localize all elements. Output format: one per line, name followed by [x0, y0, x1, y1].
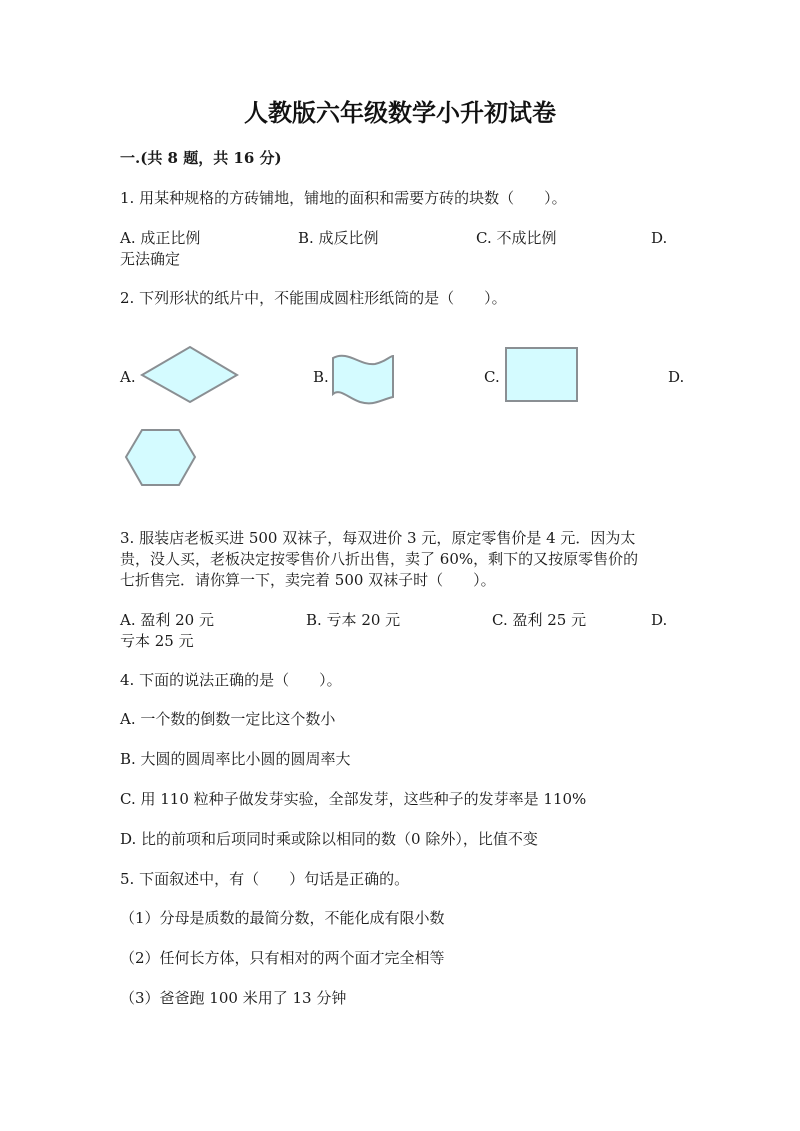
question-1-stem: 1. 用某种规格的方砖铺地，铺地的面积和需要方砖的块数（ ）。 — [120, 189, 567, 207]
question-4-stem: 4. 下面的说法正确的是（ ）。 — [120, 671, 342, 689]
question-3-option-b: B. 亏本 20 元 — [306, 611, 401, 629]
question-4-option-b: B. 大圆的圆周率比小圆的圆周率大 — [120, 750, 351, 768]
question-3-option-d-text: 亏本 25 元 — [120, 632, 194, 650]
question-4-option-d: D. 比的前项和后项同时乘或除以相同的数（0 除外），比值不变 — [120, 830, 538, 848]
question-1-option-b: B. 成反比例 — [298, 229, 379, 247]
question-5-statement-3: （3）爸爸跑 100 米用了 13 分钟 — [120, 989, 347, 1007]
section-heading: 一.(共 8 题，共 16 分) — [120, 149, 282, 167]
question-3-line-1: 3. 服装店老板买进 500 双袜子，每双进价 3 元，原定零售价是 4 元．因为太 — [120, 529, 636, 547]
question-3-option-d-label: D. — [651, 611, 668, 629]
question-5-statement-2: （2）任何长方体，只有相对的两个面才完全相等 — [120, 949, 445, 967]
question-5-stem: 5. 下面叙述中，有（ ）句话是正确的。 — [120, 870, 410, 888]
question-3-option-a: A. 盈利 20 元 — [120, 611, 214, 629]
question-3-option-c: C. 盈利 25 元 — [492, 611, 587, 629]
question-4-option-a: A. 一个数的倒数一定比这个数小 — [120, 710, 336, 728]
question-1-option-c: C. 不成比例 — [476, 229, 557, 247]
question-2-option-c-label: C. — [484, 368, 500, 386]
question-2-option-b-label: B. — [313, 368, 329, 386]
question-4-option-c: C. 用 110 粒种子做发芽实验，全部发芽，这些种子的发芽率是 110% — [120, 790, 587, 808]
wavy-rectangle-shape — [330, 352, 396, 406]
question-3-line-2: 贵，没人买，老板决定按零售价八折出售，卖了 60%，剩下的又按原零售价的 — [120, 550, 639, 568]
rhombus-shape — [140, 345, 240, 405]
question-2-option-d-label: D. — [668, 368, 685, 386]
page-title: 人教版六年级数学小升初试卷 — [244, 98, 556, 127]
question-2-stem: 2. 下列形状的纸片中，不能围成圆柱形纸筒的是（ ）。 — [120, 289, 507, 307]
question-3-line-3: 七折售完．请你算一下，卖完着 500 双袜子时（ ）。 — [120, 571, 496, 589]
question-1-option-d-text: 无法确定 — [120, 250, 181, 268]
question-5-statement-1: （1）分母是质数的最简分数，不能化成有限小数 — [120, 909, 445, 927]
question-2-option-a-label: A. — [120, 368, 136, 386]
rectangle-shape — [505, 347, 579, 403]
question-1-option-d-label: D. — [651, 229, 668, 247]
hexagon-shape — [124, 428, 198, 488]
question-1-option-a: A. 成正比例 — [120, 229, 201, 247]
